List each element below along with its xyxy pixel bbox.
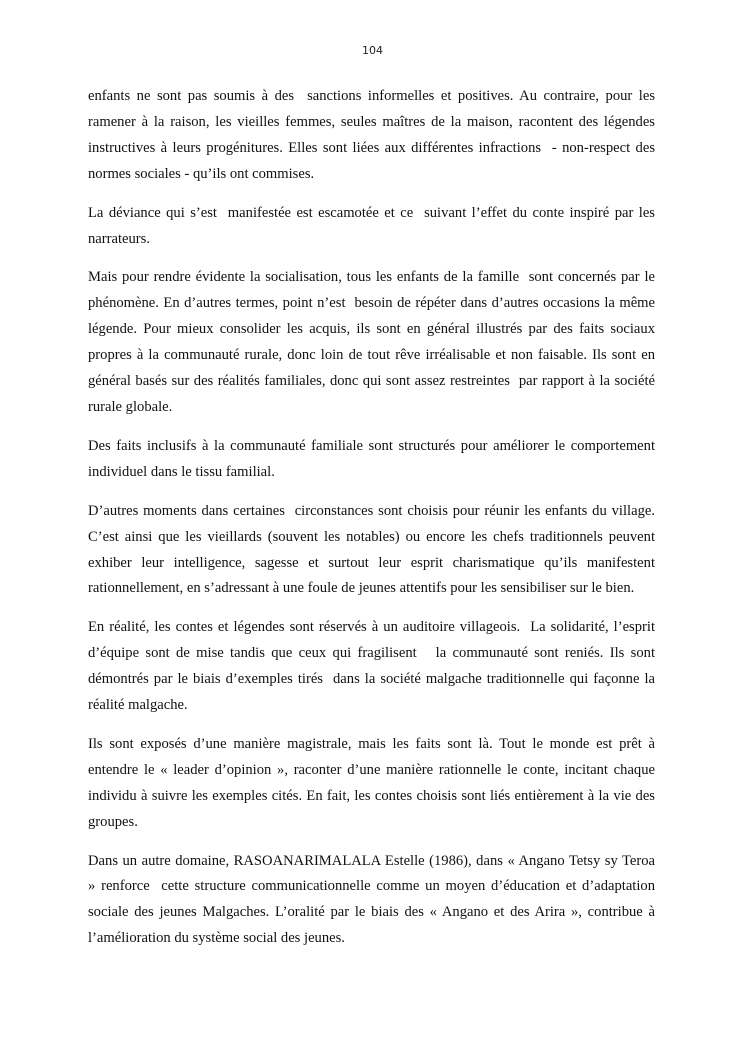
page-number: 104: [362, 44, 383, 57]
body-text: [88, 84, 659, 965]
paragraph-6: En réalité, les contes et légendes sont réservés à un auditoire villageois. La solidarité, l’esprit d’équipe sont de mise tandis que ceux qui fragilisent la communauté sont reniés. Ils sont démontrés par le biais d’exemples tirés dans la société malgache traditionnelle qui façonne la réalité malgache.: [88, 619, 659, 714]
paragraph-4: Des faits inclusifs à la communauté familiale sont structurés pour améliorer le comportement individuel dans le tissu familial.: [88, 437, 659, 480]
paragraph-7: Ils sont exposés d’une manière magistrale, mais les faits sont là. Tout le monde est prêt à entendre le « leader d’opinion », raconter d’une manière rationnelle le conte, incitant chaque individu à suivre les exemples cités. En fait, les contes choisis sont liés entièrement à la vie des groupes.: [88, 735, 659, 830]
paragraph-5: D’autres moments dans certaines circonstances sont choisis pour réunir les enfants du village. C’est ainsi que les vieillards (souvent les notables) ou encore les chefs traditionnels peuvent exhiber leur intelligence, sagesse et surtout leur esprit charismatique qu’ils manifestent rationnellement, en s’adressant à une foule de jeunes attentifs pour les sensibiliser sur le bien.: [88, 502, 659, 597]
paragraph-3: Mais pour rendre évidente la socialisation, tous les enfants de la famille sont concernés par le phénomène. En d’autres termes, point n’est besoin de répéter dans d’autres occasions la même légende. Pour mieux consolider les acquis, ils sont en général illustrés par des faits sociaux propres à la communauté rurale, donc loin de tout rêve irréalisable et non faisable. Ils sont en général basés sur des réalités familiales, donc qui sont assez restreintes par rapport à la société rurale globale.: [88, 269, 659, 415]
paragraph-8: Dans un autre domaine, RASOANARIMALALA Estelle (1986), dans « Angano Tetsy sy Teroa » renforce cette structure communicationnelle comme un moyen d’éducation et d’adaptation sociale des jeunes Malgaches. L’oralité par le biais des « Angano et des Arira », contribue à l’amélioration du système social des jeunes.: [88, 852, 659, 947]
paragraph-1: enfants ne sont pas soumis à des sanctions informelles et positives. Au contraire, pour les ramener à la raison, les vieilles femmes, seules maîtres de la maison, racontent des légendes instructives à leurs progénitures. Elles sont liées aux différentes infractions - non-respect des normes sociales - qu’ils ont commises.: [88, 88, 659, 182]
paragraph-2: La déviance qui s’est manifestée est escamotée et ce suivant l’effet du conte inspiré par les narrateurs.: [88, 204, 659, 247]
